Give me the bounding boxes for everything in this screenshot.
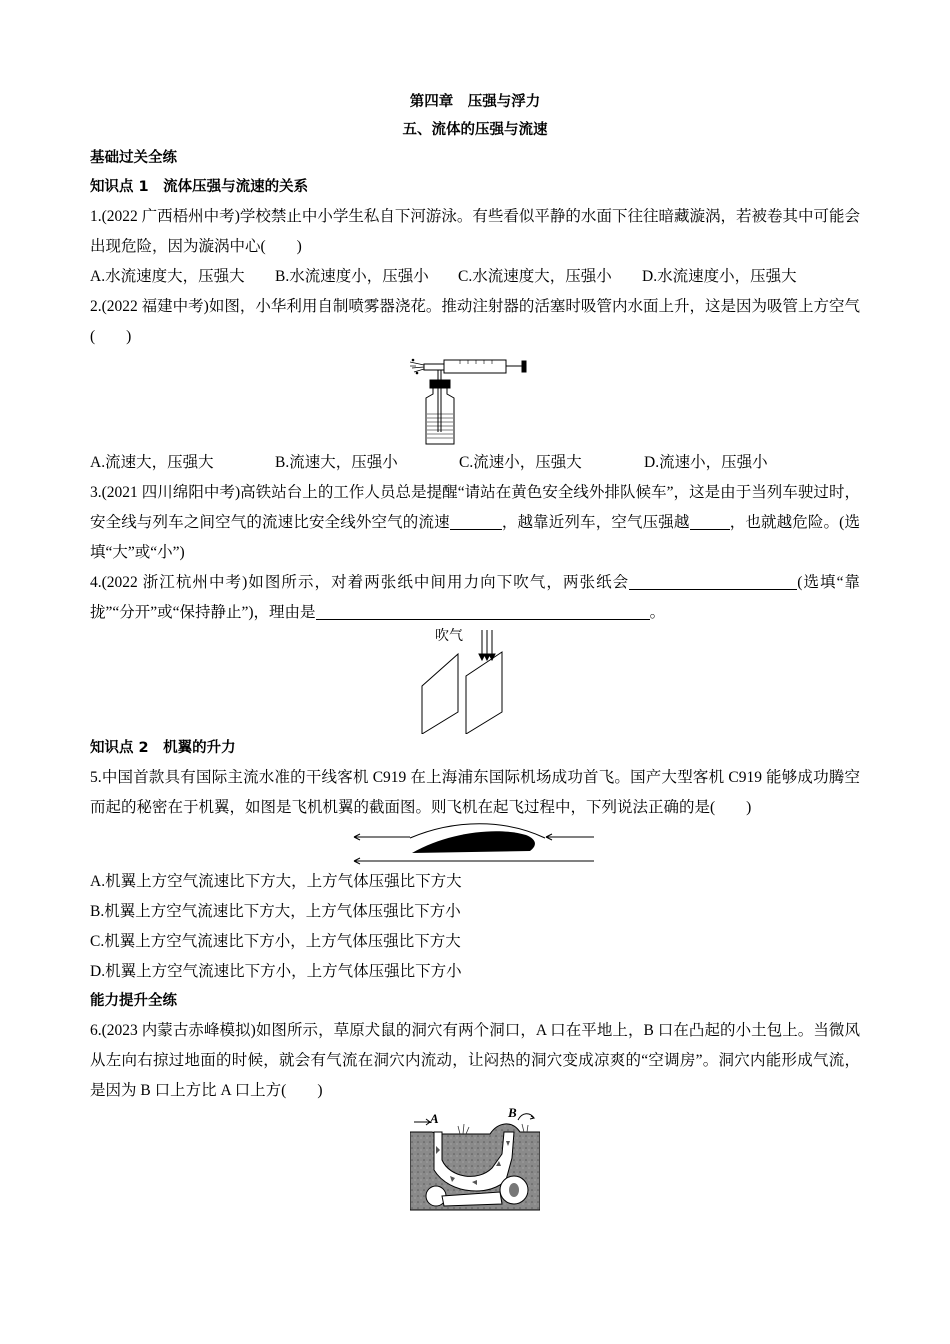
q2-stem: 2.(2022 福建中考)如图，小华利用自制喷雾器浇花。推动注射器的活塞时吸管内水面上升，这是因为吸管上方空气( ) bbox=[90, 298, 860, 345]
syringe-barrel bbox=[444, 360, 506, 373]
q2-options bbox=[90, 448, 860, 478]
q2-option-b: B.流速大，压强小 bbox=[275, 454, 398, 471]
label-a: A bbox=[430, 1111, 439, 1126]
worksheet-page bbox=[90, 88, 860, 1212]
q4-part2: (选填“靠拢”“分开”或“保持静止”)，理由是 bbox=[90, 574, 861, 621]
q4-part1: 4.(2022 浙江杭州中考)如图所示，对着两张纸中间用力向下吹气，两张纸会 bbox=[90, 574, 630, 591]
q1-option-a: A.水流速度大，压强大 bbox=[90, 268, 245, 285]
q5-option-d: D.机翼上方空气流速比下方小，上方气体压强比下方小 bbox=[90, 963, 462, 980]
prairie-dog bbox=[509, 1183, 519, 1197]
q3-part2: ，越靠近列车，空气压强越 bbox=[501, 514, 690, 531]
chapter-title: 第四章 压强与浮力 bbox=[409, 94, 541, 110]
q3-part1: 3.(2021 四川绵阳中考)高铁站台上的工作人员总是提醒“请站在黄色安全线外排队候车”，这是由于当列车驶过时，安全线与列车之间空气的流速比安全线外空气的流速 bbox=[90, 484, 860, 531]
bottle bbox=[426, 388, 454, 444]
q5-option-c: C.机翼上方空气流速比下方小，上方气体压强比下方大 bbox=[90, 933, 461, 950]
q2-option-c: C.流速小，压强大 bbox=[459, 454, 582, 471]
paper-figure bbox=[420, 628, 530, 734]
q5-option-b: B.机翼上方空气流速比下方大，上方气体压强比下方小 bbox=[90, 903, 461, 920]
q1-stem: 1.(2022 广西梧州中考)学校禁止中小学生私自下河游泳。有些看似平静的水面下往往暗藏漩涡，若被卷其中可能会出现危险，因为漩涡中心( ) bbox=[90, 208, 860, 255]
kp2-heading: 知识点 2 机翼的升力 bbox=[90, 740, 236, 756]
section-title: 五、流体的压强与流速 bbox=[402, 122, 548, 138]
kp1-heading: 知识点 1 流体压强与流速的关系 bbox=[90, 179, 309, 195]
q1-option-c: C.水流速度大，压强小 bbox=[458, 268, 612, 285]
q3-blank-1[interactable] bbox=[450, 511, 502, 530]
q4-text bbox=[90, 568, 860, 628]
paper-left bbox=[422, 654, 458, 734]
advanced-heading: 能力提升全练 bbox=[90, 993, 177, 1009]
q1-option-d: D.水流速度小，压强大 bbox=[642, 268, 797, 285]
label-b: B bbox=[508, 1105, 517, 1120]
water-lines bbox=[427, 414, 453, 438]
q3-part3: ，也就越危险。(选填“大”或“小”) bbox=[90, 514, 860, 561]
q3-text bbox=[90, 478, 860, 568]
paper-drawing bbox=[420, 628, 530, 734]
basic-heading: 基础过关全练 bbox=[90, 150, 177, 166]
q1-options bbox=[90, 262, 860, 292]
q1-option-b: B.水流速度小，压强小 bbox=[275, 268, 429, 285]
q3-blank-2[interactable] bbox=[690, 511, 730, 530]
q4-blank-1[interactable] bbox=[629, 571, 797, 590]
q5-option-a: A.机翼上方空气流速比下方大，上方气体压强比下方大 bbox=[90, 873, 462, 890]
sprayer-figure bbox=[410, 352, 540, 448]
q6-stem: 6.(2023 内蒙古赤峰模拟)如图所示，草原犬鼠的洞穴有两个洞口，A 口在平地上，B 口在凸起的小土包上。当微风从左向右掠过地面的时候，就会有气流在洞穴内流动，让闷热的洞穴变成凉爽的“空调房”。洞穴内能形成气流，是因为 B 口上方比 A 口上方( ) bbox=[90, 1022, 860, 1099]
q2-option-a: A.流速大，压强大 bbox=[90, 454, 214, 471]
q4-blank-2[interactable] bbox=[316, 601, 650, 620]
burrow-figure bbox=[410, 1105, 540, 1212]
spray-mist bbox=[410, 362, 424, 372]
q2-option-d: D.流速小，压强小 bbox=[644, 454, 768, 471]
wing-section bbox=[412, 831, 535, 853]
wing-figure bbox=[350, 823, 600, 867]
q5-stem: 5.中国首款具有国际主流水准的干线客机 C919 在上海浦东国际机场成功首飞。国产大型客机 C919 能够成功腾空而起的秘密在于机翼，如图是飞机机翼的截面图。则飞机在起飞过程中，下列说法正确的是( ) bbox=[90, 769, 860, 816]
q4-part3: 。 bbox=[649, 604, 666, 621]
paper-right bbox=[466, 652, 502, 734]
blow-label: 吹气 bbox=[435, 629, 463, 644]
